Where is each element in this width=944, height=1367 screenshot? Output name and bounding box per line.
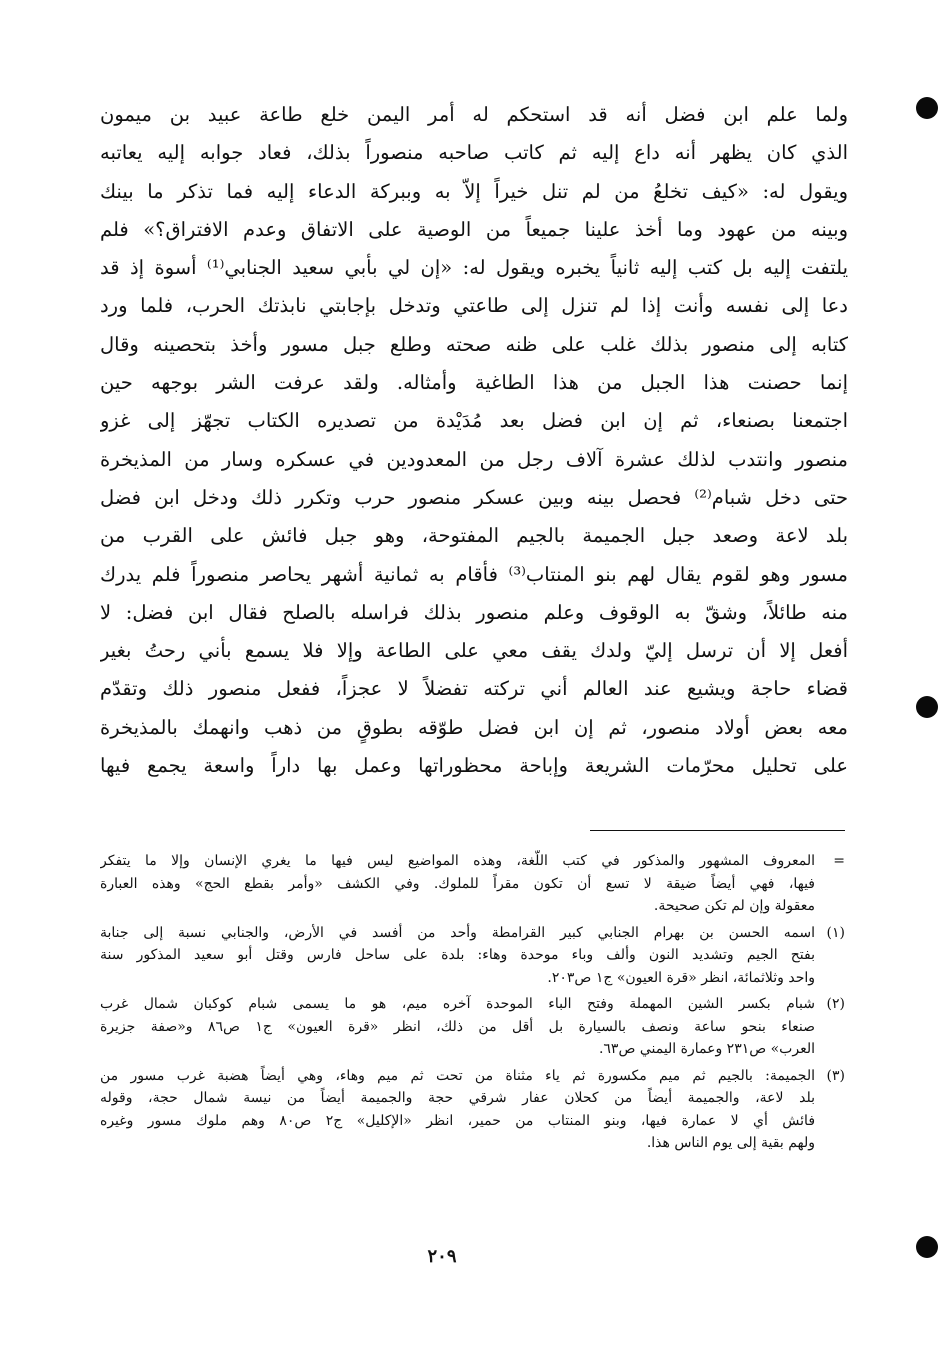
footnote-continuation [100,850,845,918]
text-line: منصور وانتدب لذلك عشرة آلاف رجل من المعدودين في عسكره وسار من المذيخرة [100,447,848,471]
footnote-3 [100,1065,845,1155]
text-line: الذي كان يظهر أنه داع إليه ثم كاتب صاحبه منصوراً بذلك، فعاد جوابه إليه يعاتبه [100,141,848,165]
footnote-line: واحد وثلاثمائة، انظر «قرة العيون» ج١ ص٢٠٣. [547,969,815,986]
footnote-line: بلد لاعة، والجميمة أيضاً من كحلان عفار شرقي حجة والجميمة أيضاً من نيسة شمال حجة، وقوله [100,1090,815,1106]
footnote-2 [100,993,845,1061]
text-line: بلد لاعة وصعد جبل الجميمة بالجيم المفتوحة، وهو جبل فائش على القرب من [100,524,848,548]
punch-hole-mark [916,1236,938,1258]
footnote-line: معقولة وإن لم تكن صحيحة. [653,898,815,914]
text-line: مسور وهو لقوم يقال لهم بنو المنتاب⁽³⁾ فأقام به ثمانية أشهر يحاصر منصوراً فلم يدرك [100,562,848,586]
footnote-line: المعروف المشهور والمذكور في كتب اللّغة، وهذه المواضيع ليس فيها ما يغري الإنسان وإلا ما يتفكر [100,853,815,869]
text-line: كتابه إلى منصور بذلك غلب على ظنه صحته وطلع جبل مسور وأخذ بتحصينه وقال [100,332,848,356]
page-number: ٢٠٩ [427,1246,457,1267]
footnote-line: شبام بكسر الشين المهملة وفتح الباء الموحدة آخره ميم، هو ما يسمى شبام كوكبان شمال غرب [100,996,815,1012]
text-line: على تحليل محرّمات الشريعة وإباحة محظوراتها وعمل بها داراً واسعة يجمع فيها [100,754,848,778]
text-line: دعا إلى نفسه وأنت إذا لم تنزل إلى طاعتي وتدخل بإجابتي نابذتك الحرب، فلما ورد [100,294,848,318]
footnote-body [100,1065,815,1155]
footnote-body [100,993,815,1061]
text-line: وبينه من عهود وما أخذ علينا جميعاً من الوصية على الاتفاق وعدم الافتراق؟» فلم [100,217,848,241]
footnote-marker: (٣) [826,1067,845,1084]
punch-hole-mark [916,97,938,119]
footnote-line: فائش أي لا عمارة فيها، وبنو المنتاب من حمير، انظر «الإكليل» ج٢ ص٨٠ وهم ملوك مسور وغيره [100,1112,815,1129]
footnote-line: صنعاء بنحو ساعة ونصف بالسيارة بل أقل من ذلك، انظر «قرة العيون» ج١ ص٨٦ و«صفة جزيرة [100,1018,815,1035]
text-line: اجتمعنا بصنعاء، ثم إن ابن فضل بعد مُدَيْدة من تصديره الكتاب تجهّز إلى غزو [100,409,848,433]
footnote-line: ولهم بقية إلى يوم الناس هذا. [646,1135,815,1151]
footnote-line: فيها، فهي أيضاً ضيقة لا تسع أن تكون مقراً للملوك. وفي الكشف «وأمر بقطع الحج» وهذه العبارة [100,875,815,892]
footnote-body [100,850,815,918]
footnote-1 [100,922,845,990]
text-line: قضاء حاجة ويشيع عند العالم أني تركته تفضلاً لا عجزاً، ففعل منصور ذلك وتقدّم [100,677,848,701]
footnote-line: العرب» ص٢٣١ وعمارة اليمني ص٦٣. [598,1041,815,1057]
footnote-divider [590,830,845,831]
text-line: حتى دخل شبام⁽²⁾ فحصل بينه وبين عسكر منصور حرب وتكرر ذلك ودخل ابن فضل [100,485,848,509]
text-line: منه طائلاً، وشقّ به الوقوف وعلم منصور بذلك فراسله بالصلح فقال ابن فضل: لا [100,600,848,624]
footnotes-section [100,850,845,1159]
text-line: ولما علم ابن فضل أنه قد استحكم له أمر اليمن خلع طاعة عبيد بن ميمون [100,103,848,126]
text-line: أفعل إلا أن ترسل إليّ ولدك يقف معي على الطاعة وإلا فلا يسمع بأني رحتُ بغير [100,639,848,663]
text-line: ويقول له: «كيف تخلعُ من لم تنل خيراً إلاّ به وببركة الدعاء إليه فما تذكر ما بينك [100,179,848,203]
footnote-line: اسمه الحسن بن بهرام الجنابي كبير القرامطة وأحد من أفسد في الأرض، والجنابي نسبة إلى جنابة [100,924,815,941]
footnote-line: الجميمة: بالجيم ثم ميم مكسورة ثم ياء مثناة من تحت ثم ميم وهاء، وهي أيضاً هضبة غرب مسور من [100,1067,815,1084]
footnote-body [100,922,815,990]
text-line: معه بعض أولاد منصور، ثم إن ابن فضل طوّقه بطوقٍ من ذهب وانهمك بالمذيخرة [100,715,848,739]
footnote-line: بفتح الجيم وتشديد النون وألف وباء موحدة وهاء: بلدة على ساحل فارس وقتل أبو سعيد المذكور سنة [100,947,815,963]
footnote-marker: (١) [826,924,845,941]
main-body-text [100,96,848,785]
text-line: إنما حصنت هذا الجبل من هذا الطاغية وأمثاله. ولقد عرفت الشر بوجهه حين [100,371,848,395]
footnote-marker: = [833,853,845,869]
text-line: يلتفت إليه بل كتب إليه ثانياً يخبره ويقول له: «إن لي بأبي سعيد الجنابي⁽¹⁾ أسوة إذ قد [100,256,848,280]
punch-hole-mark [916,696,938,718]
footnote-marker: (٢) [826,996,845,1012]
